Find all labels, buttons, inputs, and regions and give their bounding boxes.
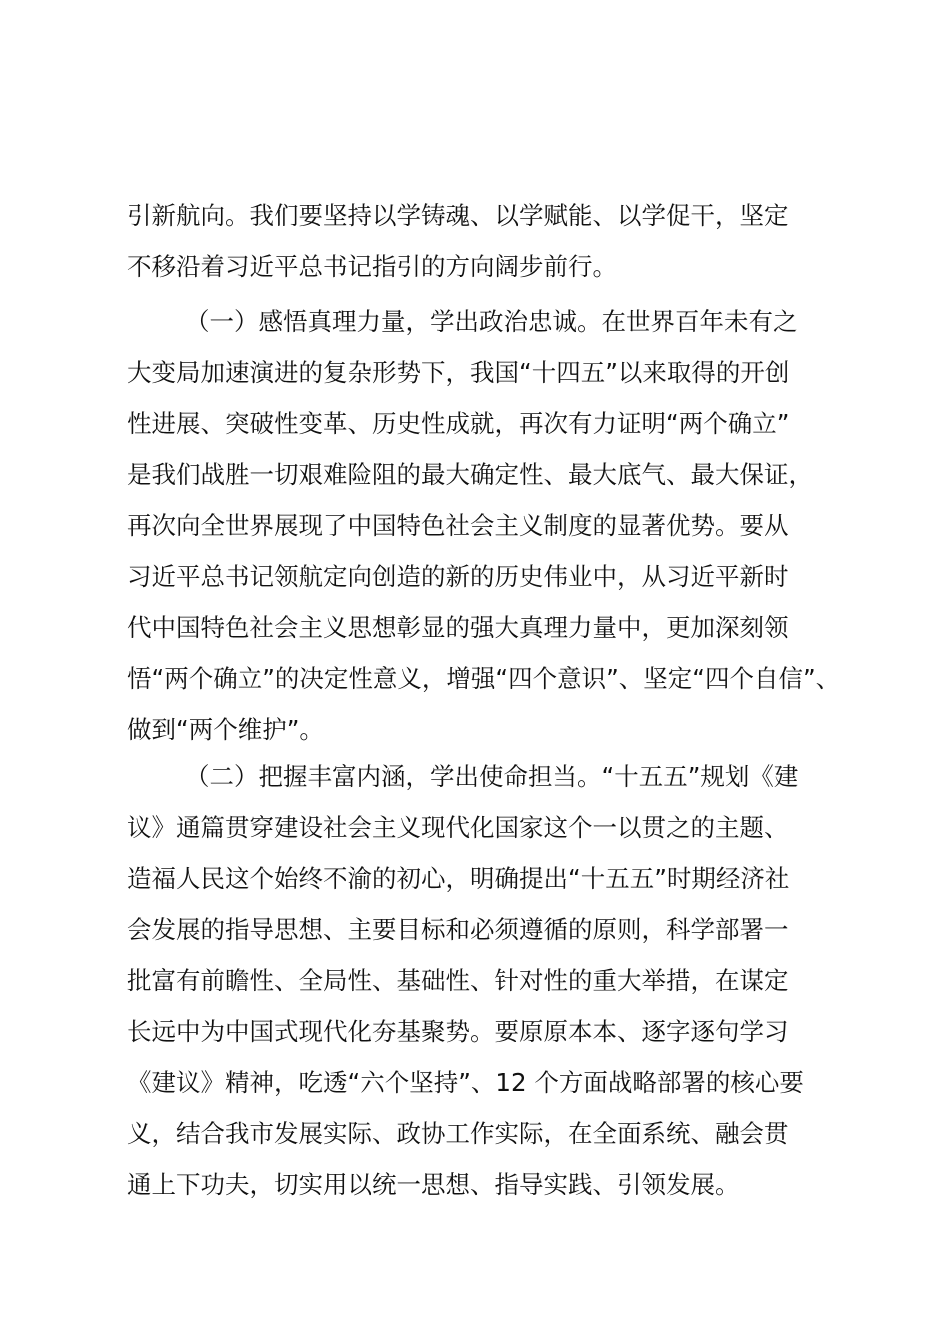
text-line: 造福人民这个始终不渝的初心，明确提出“十五五”时期经济社 bbox=[127, 864, 790, 893]
text-line: 是我们战胜一切艰难险阻的最大确定性、最大底气、最大保证， bbox=[127, 460, 813, 489]
text-line: 不移沿着习近平总书记指引的方向阔步前行。 bbox=[127, 252, 617, 281]
text-line: （二）把握丰富内涵，学出使命担当。“十五五”规划《建 bbox=[185, 762, 799, 791]
text-line: 义，结合我市发展实际、政协工作实际，在全面系统、融会贯 bbox=[127, 1119, 789, 1148]
text-line: 引新航向。我们要坚持以学铸魂、以学赋能、以学促干，坚定 bbox=[127, 201, 789, 230]
text-line: 长远中为中国式现代化夯基聚势。要原原本本、逐字逐句学习 bbox=[127, 1017, 789, 1046]
text-line: 性进展、突破性变革、历史性成就，再次有力证明“两个确立” bbox=[127, 409, 790, 438]
text-line: 做到“两个维护”。 bbox=[127, 715, 324, 744]
paragraph-continuation bbox=[127, 190, 827, 292]
paragraph-section-two bbox=[127, 751, 827, 1210]
text-line: 悟“两个确立”的决定性意义，增强“四个意识”、坚定“四个自信”、 bbox=[127, 664, 841, 693]
text-line: 通上下功夫，切实用以统一思想、指导实践、引领发展。 bbox=[127, 1170, 740, 1199]
text-line: 议》通篇贯穿建设社会主义现代化国家这个一以贯之的主题、 bbox=[127, 813, 789, 842]
text-line: 会发展的指导思想、主要目标和必须遵循的原则，科学部署一 bbox=[127, 915, 789, 944]
text-line: 《建议》精神，吃透“六个坚持”、12 个方面战略部署的核心要 bbox=[127, 1068, 804, 1097]
text-line: （一）感悟真理力量，学出政治忠诚。在世界百年未有之 bbox=[185, 307, 798, 336]
text-line: 代中国特色社会主义思想彰显的强大真理力量中，更加深刻领 bbox=[127, 613, 789, 642]
text-line: 习近平总书记领航定向创造的新的历史伟业中，从习近平新时 bbox=[127, 562, 789, 591]
text-line: 批富有前瞻性、全局性、基础性、针对性的重大举措，在谋定 bbox=[127, 966, 789, 995]
text-line: 大变局加速演进的复杂形势下，我国“十四五”以来取得的开创 bbox=[127, 358, 790, 387]
text-line: 再次向全世界展现了中国特色社会主义制度的显著优势。要从 bbox=[127, 511, 789, 540]
paragraph-section-one bbox=[127, 296, 841, 755]
